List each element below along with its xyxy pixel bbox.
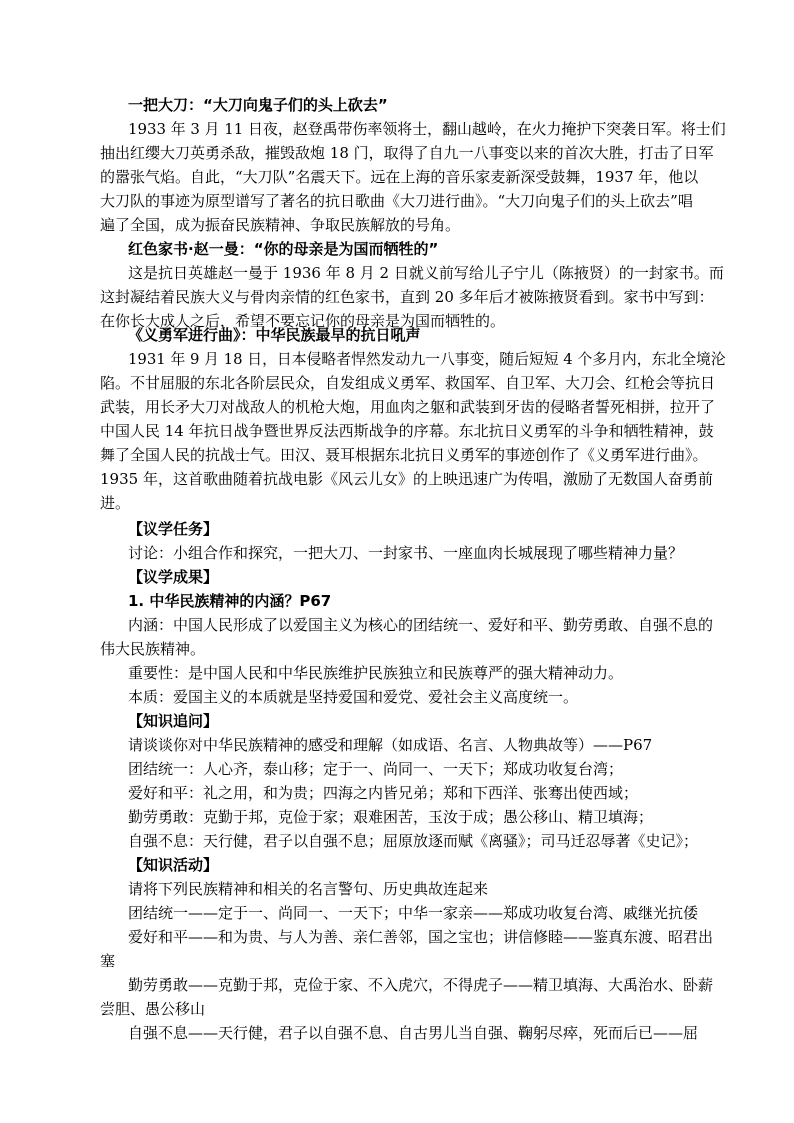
section-title-jiashu: 红色家书·赵一曼：“你的母亲是为国而牺牲的” [128, 240, 439, 258]
paragraph-line: 请将下列民族精神和相关的名言警句、历史典故连起来 [128, 880, 489, 898]
heading-task: 【议学任务】 [128, 520, 219, 538]
task-text: 讨论：小组合作和探究，一把大刀、一封家书、一座血肉长城展现了哪些精神力量？ [128, 544, 684, 562]
paragraph-line: 自强不息：天行健，君子以自强不息；屈原放逐而赋《离骚》；司马迁忍辱著《史记》； [128, 832, 699, 850]
paragraph-line: 1933 年 3 月 11 日夜，赵登禹带伤率领将士，翻山越岭，在火力掩护下突袭日军。将士们 [128, 120, 726, 138]
paragraph-line: 抽出红缨大刀英勇杀敌，摧毁敌炮 18 门，取得了自九一八事变以来的首次大胜，打击了日军 [100, 144, 714, 162]
heading-results: 【议学成果】 [128, 568, 219, 586]
paragraph-line: 中国人民 14 年抗日战争暨世界反法西斯战争的序幕。东北抗日义勇军的斗争和牺牲精神，鼓 [100, 422, 714, 440]
paragraph-line: 重要性：是中国人民和中华民族维护民族独立和民族尊严的强大精神动力。 [128, 664, 624, 682]
paragraph-line: 进。 [100, 494, 131, 512]
question-1: 1. 中华民族精神的内涵？P67 [128, 592, 332, 610]
section-title-dadao: 一把大刀：“大刀向鬼子们的头上砍去” [128, 96, 388, 114]
paragraph-line: 自强不息——天行健，君子以自强不息、自古男儿当自强、鞠躬尽瘁，死而后已——屈 [128, 1024, 699, 1042]
paragraph-line: 的嚣张气焰。自此，“大刀队”名震天下。远在上海的音乐家麦新深受鼓舞，1937 年，他以 [100, 168, 699, 186]
heading-huodong: 【知识活动】 [128, 856, 219, 874]
paragraph-line: 伟大民族精神。 [100, 640, 206, 658]
paragraph-line: 爱好和平——和为贵、与人为善、亲仁善邻，国之宝也；讲信修睦——鉴真东渡、昭君出 [128, 928, 714, 946]
paragraph-line: 陷。不甘屈服的东北各阶层民众，自发组成义勇军、救国军、自卫军、大刀会、红枪会等抗日 [100, 374, 716, 392]
paragraph-line: 爱好和平：礼之用，和为贵；四海之内皆兄弟；郑和下西洋、张骞出使西域； [128, 784, 639, 802]
paragraph-line: 1931 年 9 月 18 日，日本侵略者悍然发动九一八事变，随后短短 4 个多月内，东北全境沦 [128, 350, 726, 368]
paragraph-line: 遍了全国，成为振奋民族精神、争取民族解放的号角。 [100, 216, 461, 234]
paragraph-line: 请谈谈你对中华民族精神的感受和理解（如成语、名言、人物典故等）——P67 [128, 736, 653, 754]
paragraph-line: 团结统一——定于一、尚同一、一天下；中华一家亲——郑成功收复台湾、戚继光抗倭 [128, 904, 699, 922]
paragraph-line: 在你长大成人之后，希望不要忘记你的母亲是为国而牺牲的。 [100, 312, 506, 330]
paragraph-line: 塞 [100, 952, 116, 970]
paragraph-line: 武装，用长矛大刀对战敌人的机枪大炮，用血肉之躯和武装到牙齿的侵略者誓死相拼，拉开了 [100, 398, 716, 416]
paragraph-line: 本质：爱国主义的本质就是坚持爱国和爱党、爱社会主义高度统一。 [128, 688, 579, 706]
paragraph-line: 这封凝结着民族大义与骨肉亲情的红色家书，直到 20 多年后才被陈掖贤看到。家书中写到： [100, 288, 714, 306]
paragraph-line: 团结统一：人心齐，泰山移；定于一、尚同一、一天下；郑成功收复台湾； [128, 760, 624, 778]
paragraph-line: 尝胆、愚公移山 [100, 1000, 206, 1018]
paragraph-line: 内涵：中国人民形成了以爱国主义为核心的团结统一、爱好和平、勤劳勇敢、自强不息的 [128, 616, 714, 634]
paragraph-line: 勤劳勇敢——克勤于邦，克俭于家、不入虎穴，不得虎子——精卫填海、大禹治水、卧薪 [128, 976, 714, 994]
section-title-yiyongjun: 《义勇军进行曲》：中华民族最早的抗日吼声 [128, 326, 421, 344]
heading-zhuiwen: 【知识追问】 [128, 712, 219, 730]
paragraph-line: 这是抗日英雄赵一曼于 1936 年 8 月 2 日就义前写给儿子宁儿（陈掖贤）的一封家书。而 [128, 264, 724, 282]
paragraph-line: 1935 年，这首歌曲随着抗战电影《风云儿女》的上映迅速广为传唱，激励了无数国人奋勇前 [100, 470, 713, 488]
paragraph-line: 大刀队的事迹为原型谱写了著名的抗日歌曲《大刀进行曲》。“大刀向鬼子们的头上砍去”唱 [100, 192, 693, 210]
paragraph-line: 舞了全国人民的抗战士气。田汉、聂耳根据东北抗日义勇军的事迹创作了《义勇军进行曲》。 [100, 446, 708, 464]
paragraph-line: 勤劳勇敢：克勤于邦，克俭于家；艰难困苦，玉汝于成；愚公移山、精卫填海； [128, 808, 654, 826]
